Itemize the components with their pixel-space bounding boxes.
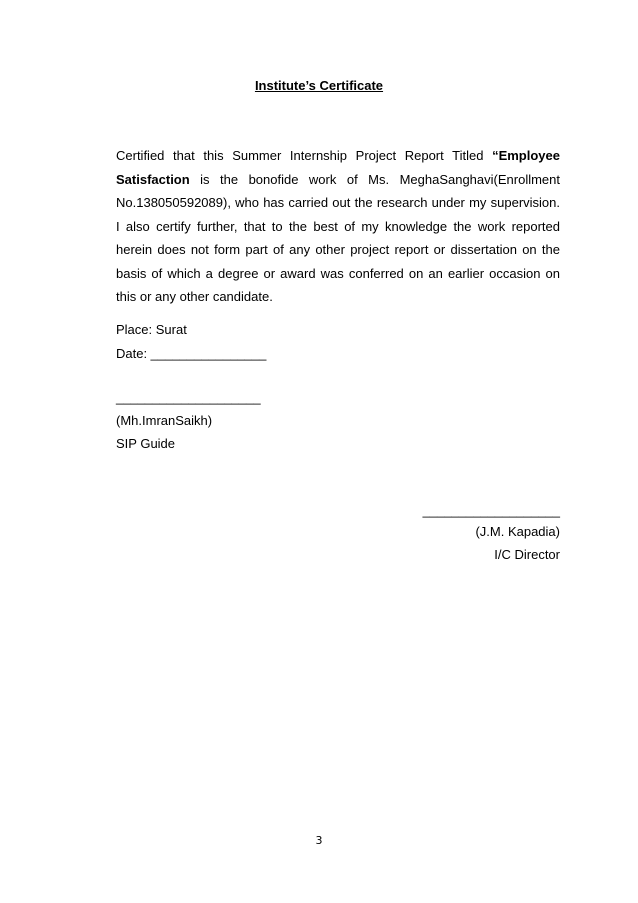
guide-signature-line: ____________________ [116, 390, 261, 405]
director-name: (J.M. Kapadia) [475, 524, 560, 539]
body-intro: Certified that this Summer Internship Project Report Titled [116, 148, 493, 163]
certificate-body [116, 144, 560, 309]
body-rest: is the bonofide work of Ms. MeghaSanghavi(Enrollment No.138050592089), who has carried out the research under my supervision. I also certify further, that to the best of my knowledge the work reported herein does not form part of any other project report or dissertation on the basis of which a degree or award was conferred on an earlier occasion on this or any other candidate. [116, 171, 560, 304]
page-number: 3 [315, 834, 323, 847]
project-title: “Employee Satisfaction [116, 148, 560, 187]
date-line: Date: ________________ [116, 346, 267, 361]
guide-role: SIP Guide [116, 436, 176, 451]
certificate-title: Institute’s Certificate [254, 78, 384, 93]
place-line: Place: Surat [116, 322, 187, 337]
director-signature-line: ___________________ [422, 503, 560, 518]
guide-name: (Mh.ImranSaikh) [116, 413, 213, 428]
director-role: I/C Director [494, 547, 560, 562]
